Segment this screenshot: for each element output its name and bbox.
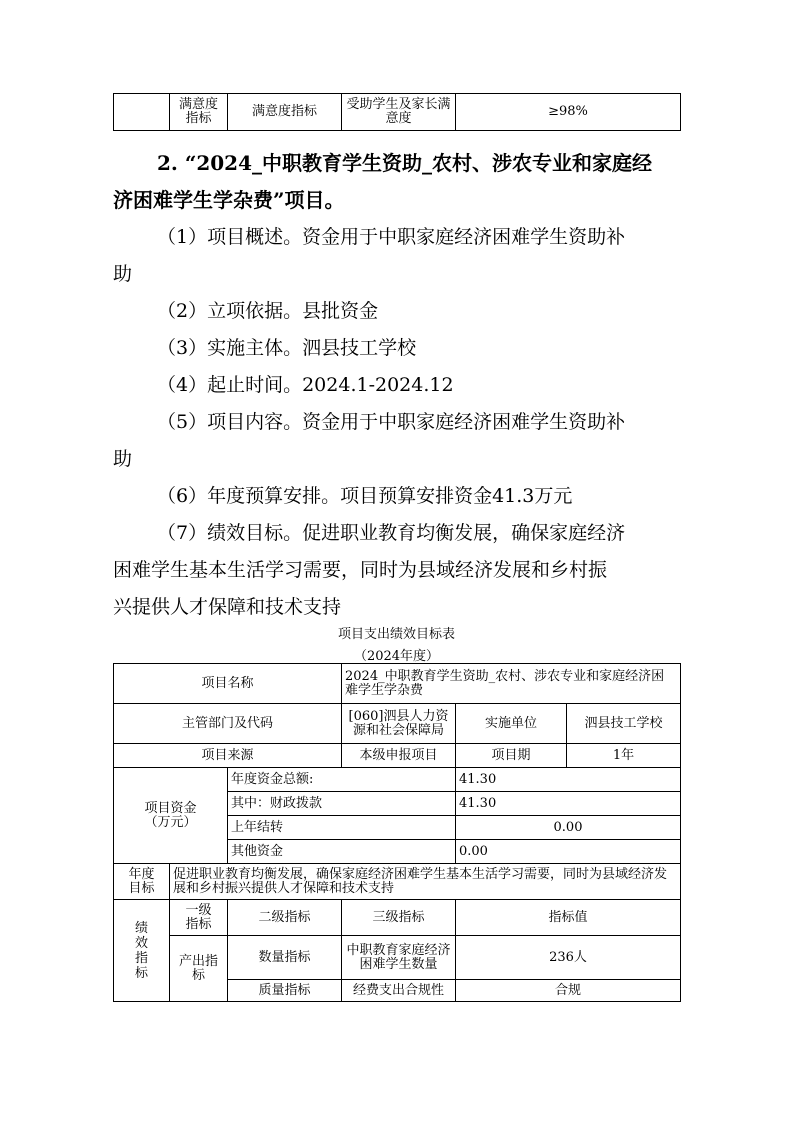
period-cell	[456, 744, 681, 768]
quantity-indicator: 数量指标	[228, 936, 342, 980]
table-row	[114, 864, 681, 900]
project-name-label: 项目名称	[114, 664, 342, 704]
paragraph-subject: （3）实施主体。泗县技工学校	[157, 337, 417, 359]
project-name-value: 2024_中职教育学生资助_农村、涉农专业和家庭经济困难学生学杂费	[342, 664, 681, 704]
funds-label-line2: （万元）	[144, 814, 197, 830]
value-cell: ≥98%	[456, 94, 681, 131]
student-count-value: 236人	[456, 936, 681, 980]
source-label: 项目来源	[114, 744, 342, 768]
perf-char: 标	[134, 965, 148, 981]
table-row	[114, 936, 681, 980]
annual-total-value: 41.30	[456, 768, 681, 792]
body-text	[113, 219, 683, 626]
header-value: 指标值	[456, 900, 681, 936]
period-value: 1年	[612, 747, 635, 763]
annual-goal-label-line2: 目标	[128, 880, 155, 896]
carryover-value: 0.00	[456, 816, 681, 840]
paragraph-content: （5）项目内容。资金用于中职家庭经济困难学生资助补	[157, 411, 626, 433]
table-row	[114, 664, 681, 704]
header-level1-line1: 一级	[185, 902, 212, 918]
table-row	[114, 744, 681, 768]
perf-char: 效	[134, 935, 148, 951]
funds-label	[114, 768, 228, 864]
paragraph-content-cont: 助	[113, 448, 133, 470]
compliance-indicator: 经费支出合规性	[342, 980, 456, 1002]
header-level2: 二级指标	[228, 900, 342, 936]
other-funds-label: 其他资金	[228, 840, 456, 864]
funds-label-line1: 项目资金	[144, 800, 197, 816]
section-heading-line2: 济困难学生学杂费”项目。	[113, 188, 345, 212]
unit-label: 实施单位	[456, 704, 567, 743]
output-label-line2: 标	[191, 967, 205, 983]
performance-indicator-label	[114, 900, 170, 1002]
header-level1-line2: 指标	[185, 916, 212, 932]
period-label: 项目期	[456, 744, 567, 767]
table-year: （2024年度）	[353, 649, 440, 664]
header-level1	[170, 900, 228, 936]
annual-goal-value: 促进职业教育均衡发展，确保家庭经济困难学生基本生活学习需要，同时为县域经济发展和乡村振兴提供人才保障和技术支持	[170, 864, 681, 900]
table-row	[114, 900, 681, 936]
level3-cell: 受助学生及家长满意度	[342, 94, 456, 131]
table-title: 项目支出绩效目标表	[337, 627, 455, 642]
fiscal-value: 41.30	[456, 792, 681, 816]
table-row	[114, 768, 681, 792]
paragraph-goal-cont2: 兴提供人才保障和技术支持	[113, 596, 342, 618]
header-level3: 三级指标	[342, 900, 456, 936]
level2-cell: 满意度指标	[228, 94, 342, 131]
paragraph-budget: （6）年度预算安排。项目预算安排资金41.3万元	[157, 485, 573, 507]
level1-cell: 满意度指标	[170, 94, 228, 131]
paragraph-overview-cont: 助	[113, 263, 133, 285]
student-count-indicator: 中职教育家庭经济困难学生数量	[342, 936, 456, 980]
quality-indicator: 质量指标	[228, 980, 342, 1002]
unit-cell	[456, 704, 681, 744]
source-value: 本级申报项目	[342, 744, 456, 768]
paragraph-goal: （7）绩效目标。促进职业教育均衡发展，确保家庭经济	[157, 522, 626, 544]
fiscal-label: 其中：财政拨款	[228, 792, 456, 816]
annual-goal-label	[114, 864, 170, 900]
paragraph-basis: （2）立项依据。县批资金	[157, 300, 379, 322]
output-label-line1: 产出指	[178, 953, 218, 969]
other-funds-value: 0.00	[456, 840, 681, 864]
empty-cell	[114, 94, 170, 131]
section-heading-line1: 2. “2024_中职教育学生资助_农村、涉农专业和家庭经	[157, 151, 653, 175]
table-row	[114, 704, 681, 744]
performance-target-table	[113, 663, 681, 1002]
paragraph-overview: （1）项目概述。资金用于中职家庭经济困难学生资助补	[157, 226, 626, 248]
table-row	[114, 94, 681, 131]
compliance-value: 合规	[456, 980, 681, 1002]
annual-total-label: 年度资金总额:	[228, 768, 456, 792]
paragraph-goal-cont: 困难学生基本生活学习需要，同时为县域经济发展和乡村振	[113, 559, 608, 581]
perf-char: 绩	[134, 920, 148, 936]
dept-value: [060]泗县人力资源和社会保障局	[342, 704, 456, 744]
paragraph-period: （4）起止时间。2024.1-2024.12	[157, 374, 454, 396]
annual-goal-label-line1: 年度	[128, 866, 155, 882]
perf-char: 指	[134, 950, 148, 966]
carryover-label: 上年结转	[228, 816, 456, 840]
top-indicator-table	[113, 93, 681, 131]
unit-value: 泗县技工学校	[584, 715, 663, 731]
output-indicator-label	[170, 936, 228, 1002]
dept-label: 主管部门及代码	[114, 704, 342, 744]
